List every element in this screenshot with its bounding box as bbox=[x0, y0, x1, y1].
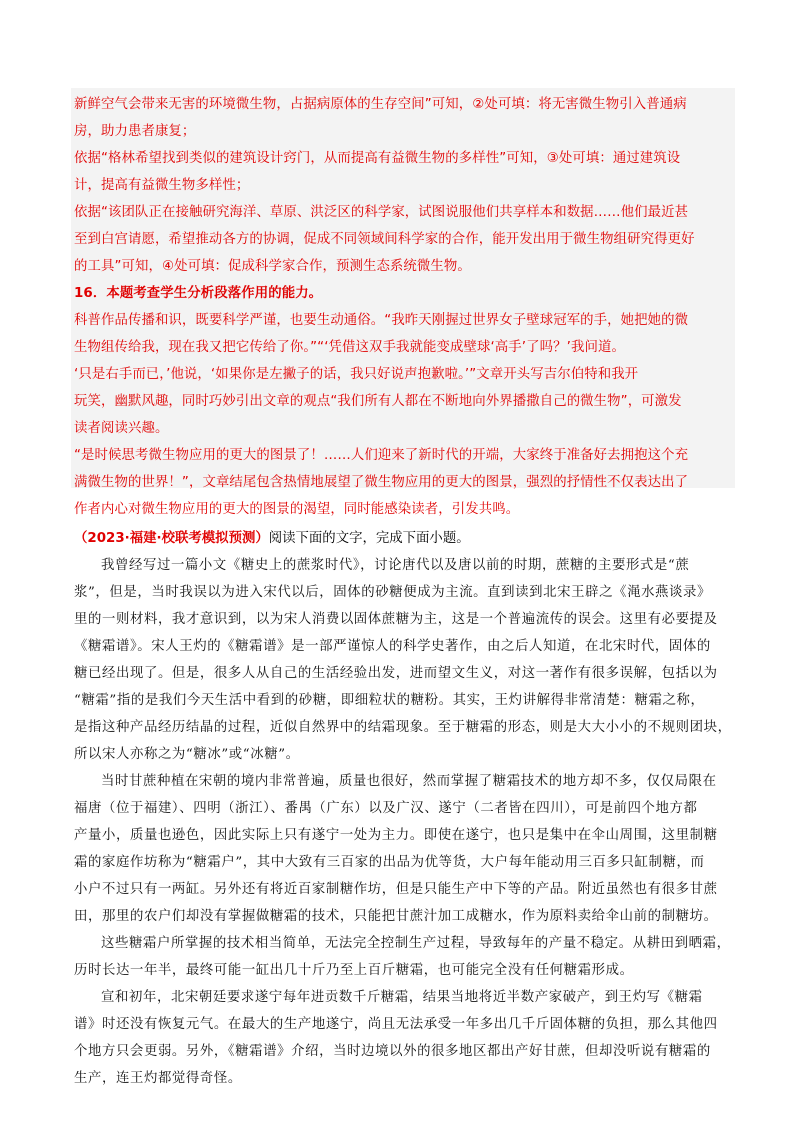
passage-line: 糖已经出现了。但是，很多人从自己的生活经验出发，进而望文生义，对这一著作有很多误解，包括以为 bbox=[74, 666, 718, 681]
answer-line: 新鲜空气会带来无害的环境微生物，占据病原体的生存空间”可知，②处可填：将无害微生物引入普通病 bbox=[74, 97, 687, 112]
answer-line: 计，提高有益微生物多样性； bbox=[74, 178, 250, 193]
passage-line: 这些糖霜户所掌握的技术相当简单，无法完全控制生产过程，导致每年的产量不稳定。从耕田到晒霜， bbox=[101, 936, 731, 951]
question-header bbox=[74, 529, 470, 549]
answer-line: 生物组传给我，现在我又把它传给了你。”“‘凭借这双手我就能变成壁球‘高手’了吗？’我问道。 bbox=[74, 340, 625, 355]
passage-line: 《糖霜谱》。宋人王灼的《糖霜谱》是一部严谨惊人的科学史著作，由之后人知道，在北宋时代，固体的 bbox=[74, 639, 711, 654]
passage-line: 宣和初年，北宋朝廷要求遂宁每年进贡数千斤糖霜，结果当地将近半数产家破产，到王灼写《糖霜 bbox=[101, 990, 703, 1005]
passage-line: 所以宋人亦称之为“糖冰”或“冰糖”。 bbox=[74, 747, 300, 762]
passage-line: 福唐（位于福建）、四明（浙江）、番禺（广东）以及广汉、遂宁（二者皆在四川），可是前四个地方都 bbox=[74, 801, 698, 816]
question-instruction: 阅读下面的文字，完成下面小题。 bbox=[268, 531, 470, 546]
answer-line: “是时候思考微生物应用的更大的图景了！……人们迎来了新时代的开端，大家终于准备好去拥抱这个充 bbox=[74, 448, 689, 463]
passage-line: 霜的家庭作坊称为“糖霜户”，其中大致有三百家的出品为优等货，大户每年能动用三百多只缸制糖，而 bbox=[74, 855, 705, 870]
answer-line: 依据“该团队正在接触研究海洋、草原、洪泛区的科学家，试图说服他们共享样本和数据……他们最近甚 bbox=[74, 205, 689, 220]
answer-line: 的工具”可知，④处可填：促成科学家合作，预测生态系统微生物。 bbox=[74, 259, 471, 274]
answer-line: 科普作品传播和识，既要科学严谨，也要生动通俗。“我昨天刚握过世界女子壁球冠军的手，她把她的微 bbox=[74, 313, 689, 328]
passage-line: 我曾经写过一篇小文《糖史上的蔗浆时代》，讨论唐代以及唐以前的时期，蔗糖的主要形式是“蔗 bbox=[101, 558, 690, 573]
passage-line: 个地方只会更弱。另外，《糖霜谱》介绍，当时边境以外的很多地区都出产好甘蔗，但却没听说有糖霜的 bbox=[74, 1044, 711, 1059]
passage-line: 里的一则材料，我才意识到，以为宋人消费以固体蔗糖为主，这是一个普遍流传的误会。这里有必要提及 bbox=[74, 612, 718, 627]
passage-line: 小户不过只有一两缸。另外还有将近百家制糖作坊，但是只能生产中下等的产品。附近虽然也有很多甘蔗 bbox=[74, 882, 718, 897]
answer-line: 作者内心对微生物应用的更大的图景的渴望，同时能感染读者，引发共鸣。 bbox=[74, 502, 520, 517]
answer-line: 读者阅读兴趣。 bbox=[74, 421, 169, 436]
answer-line: 至到白宫请愿，希望推动各方的协调，促成不同领域间科学家的合作，能开发出用于微生物组研究得更好 bbox=[74, 232, 695, 247]
passage-line: “糖霜”指的是我们今天生活中看到的砂糖，即细粒状的糖粉。其实，王灼讲解得非常清楚：糖霜之称， bbox=[74, 693, 705, 708]
passage-line: 当时甘蔗种植在宋朝的境内非常普遍，质量也很好，然而掌握了糖霜技术的地方却不多，仅仅局限在 bbox=[101, 774, 717, 789]
passage-line: 谱》时还没有恢复元气。在最大的生产地遂宁，尚且无法承受一年多出几千斤固体糖的负担，那么其他四 bbox=[74, 1017, 718, 1032]
passage-line: 田，那里的农户们却没有掌握做糖霜的技术，只能把甘蔗汁加工成糖水，作为原料卖给伞山前的制糖坊。 bbox=[74, 909, 718, 924]
answer-line: 玩笑，幽默风趣，同时巧妙引出文章的观点“我们所有人都在不断地向外界播撒自己的微生物”，可激发 bbox=[74, 394, 682, 409]
answer-question-number: 16．本题考查学生分析段落作用的能力。 bbox=[74, 286, 323, 301]
passage-line: 浆”，但是，当时我误以为进入宋代以后，固体的砂糖便成为主流。直到读到北宋王辟之《渑水燕谈录》 bbox=[74, 585, 712, 600]
passage-line: 历时长达一年半，最终可能一缸出几十斤乃至上百斤糖霜，也可能完全没有任何糖霜形成。 bbox=[74, 963, 634, 978]
answer-line: 房，助力患者康复； bbox=[74, 124, 196, 139]
answer-line: 依据“格林希望找到类似的建筑设计窍门，从而提高有益微生物的多样性”可知，③处可填：通过建筑设 bbox=[74, 151, 681, 166]
answer-line: ‘只是右手而已，’他说，‘如果你是左撇子的话，我只好说声抱歉啦。’”文章开头写吉尔伯特和我开 bbox=[74, 367, 639, 382]
question-source: （2023·福建·校联考模拟预测） bbox=[74, 531, 269, 546]
answer-line: 满微生物的世界！”，文章结尾包含热情地展望了微生物应用的更大的图景，强烈的抒情性不仅表达出了 bbox=[74, 475, 689, 490]
passage-line: 产量小，质量也逊色，因此实际上只有遂宁一处为主力。即使在遂宁，也只是集中在伞山周围，这里制糖 bbox=[74, 828, 718, 843]
passage-line: 是指这种产品经历结晶的过程，近似自然界中的结霜现象。至于糖霜的形态，则是大大小小的不规则团块， bbox=[74, 720, 732, 735]
passage-line: 生产，连王灼都觉得奇怪。 bbox=[74, 1071, 242, 1086]
